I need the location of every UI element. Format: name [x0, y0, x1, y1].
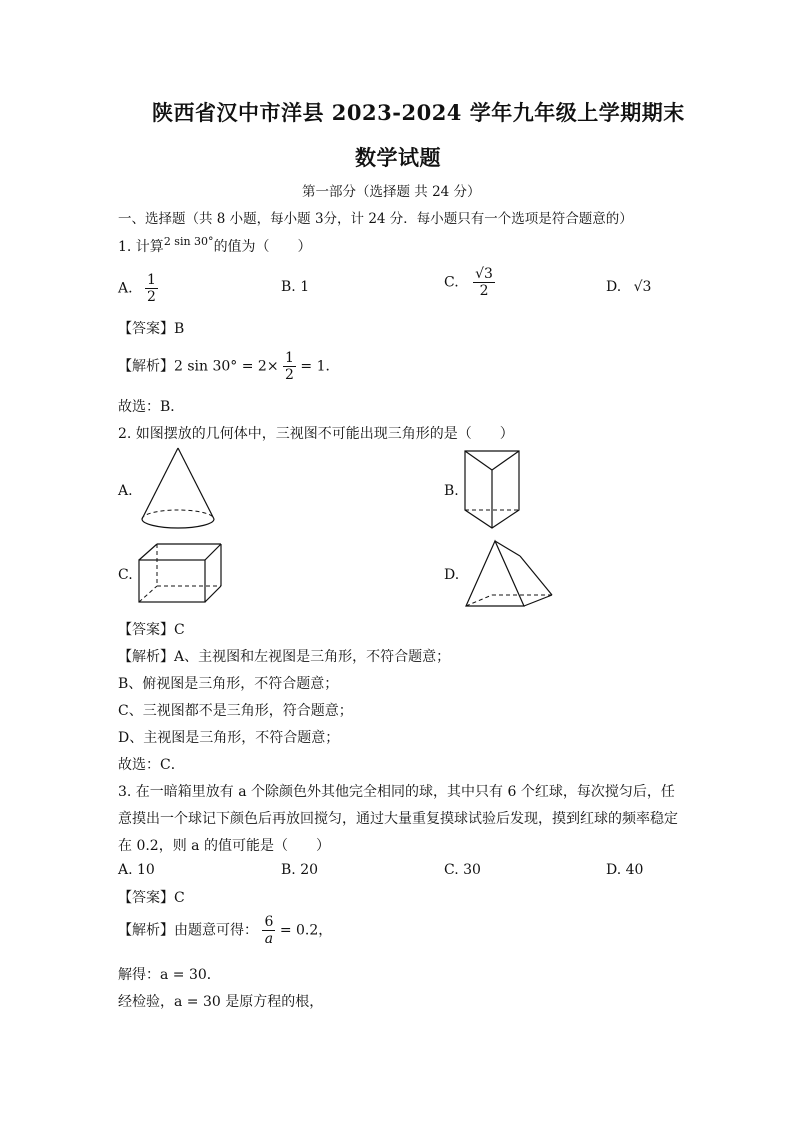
q1-option-c-numerator: √3: [475, 266, 493, 282]
q3-analysis-fraction: [262, 914, 275, 947]
q2-analysis-line3: C、三视图都不是三角形，符合题意；: [118, 703, 353, 719]
q1-option-c-label: C.: [444, 274, 459, 291]
section-heading: 一、选择题（共 8 小题，每小题 3分，计 24 分．每小题只有一个选项是符合题意的）: [118, 211, 633, 227]
q3-option-d: D. 40: [606, 862, 644, 878]
q2-option-c-label: C.: [118, 567, 133, 583]
q3-stem-line2: 意摸出一个球记下颜色后再放回搅匀，通过大量重复摸球试验后发现，摸到红球的频率稳定: [118, 811, 678, 827]
q2-option-b-label: B.: [444, 483, 459, 499]
q1-analysis-label: 【解析】: [118, 358, 174, 375]
triangular-prism-figure: [462, 448, 522, 532]
q3-option-b: B. 20: [281, 862, 319, 878]
q3-stem-line1: 3. 在一暗箱里放有 a 个除颜色外其他完全相同的球，其中只有 6 个红球，每次搅匀后，任: [118, 784, 675, 800]
q2-option-a-label: A.: [118, 483, 133, 499]
q1-option-a-fraction: [145, 272, 158, 305]
q1-option-d-label: D.: [606, 279, 622, 295]
part-heading: 第一部分（选择题 共 24 分）: [302, 184, 481, 200]
q3-check: 经检验，a = 30 是原方程的根，: [118, 994, 324, 1010]
q3-answer: 【答案】C: [118, 890, 185, 906]
q1-option-d-value: √3: [633, 279, 652, 295]
q3-analysis-denominator: a: [264, 931, 274, 947]
cone-figure: [136, 444, 222, 534]
cuboid-figure: [136, 540, 226, 606]
q1-option-a: [118, 272, 158, 305]
q1-answer: 【答案】B: [118, 321, 185, 337]
q3-stem-line3: 在 0.2，则 a 的值可能是（ ）: [118, 838, 330, 854]
q1-analysis: [118, 350, 340, 383]
q2-answer: 【答案】C: [118, 622, 185, 638]
q3-analysis-label: 【解析】由题意可得：: [118, 922, 258, 939]
triangular-pyramid-prism-figure: [462, 538, 556, 610]
q1-analysis-fraction: [283, 350, 296, 383]
q2-option-d-label: D.: [444, 567, 460, 583]
title-line2: 数学试题: [355, 145, 441, 170]
q1-analysis-expression: 2 sin 30° = 2×: [174, 358, 279, 375]
q3-analysis-end: = 0.2，: [279, 922, 333, 939]
q1-option-a-denominator: 2: [147, 289, 156, 305]
q1-option-c: [444, 266, 495, 299]
q3-solve: 解得：a = 30．: [118, 967, 221, 983]
q1-analysis-end: = 1．: [300, 358, 340, 375]
q3-option-c: C. 30: [444, 862, 481, 878]
q1-option-a-numerator: 1: [147, 272, 156, 288]
q2-conclusion: 故选：C．: [118, 757, 185, 773]
q1-analysis-numerator: 1: [285, 350, 294, 366]
q1-prefix: 1. 计算: [118, 239, 164, 255]
q3-analysis-numerator: 6: [264, 914, 274, 930]
q3-option-a: A. 10: [118, 862, 155, 878]
q1-stem: [118, 236, 312, 256]
q2-analysis-line4: D、主视图是三角形，不符合题意；: [118, 730, 340, 746]
title-line1: 陕西省汉中市洋县 2023-2024 学年九年级上学期期末: [152, 100, 685, 125]
q1-suffix: 的值为（ ）: [213, 239, 312, 255]
q1-conclusion: 故选：B．: [118, 399, 185, 415]
q1-expression: 2 sin 30°: [163, 235, 214, 248]
q1-analysis-denominator: 2: [285, 367, 294, 383]
q1-option-c-denominator: 2: [479, 283, 489, 299]
q2-stem: 2. 如图摆放的几何体中，三视图不可能出现三角形的是（ ）: [118, 426, 514, 442]
q2-analysis-line2: B、俯视图是三角形，不符合题意；: [118, 676, 339, 692]
q1-option-a-label: A.: [118, 280, 133, 297]
q3-analysis: [118, 914, 332, 947]
q2-analysis-line1: 【解析】A、主视图和左视图是三角形，不符合题意；: [118, 649, 451, 665]
q1-option-c-fraction: [473, 266, 495, 299]
q1-option-d: [606, 279, 651, 295]
q1-option-b: B. 1: [281, 279, 310, 295]
